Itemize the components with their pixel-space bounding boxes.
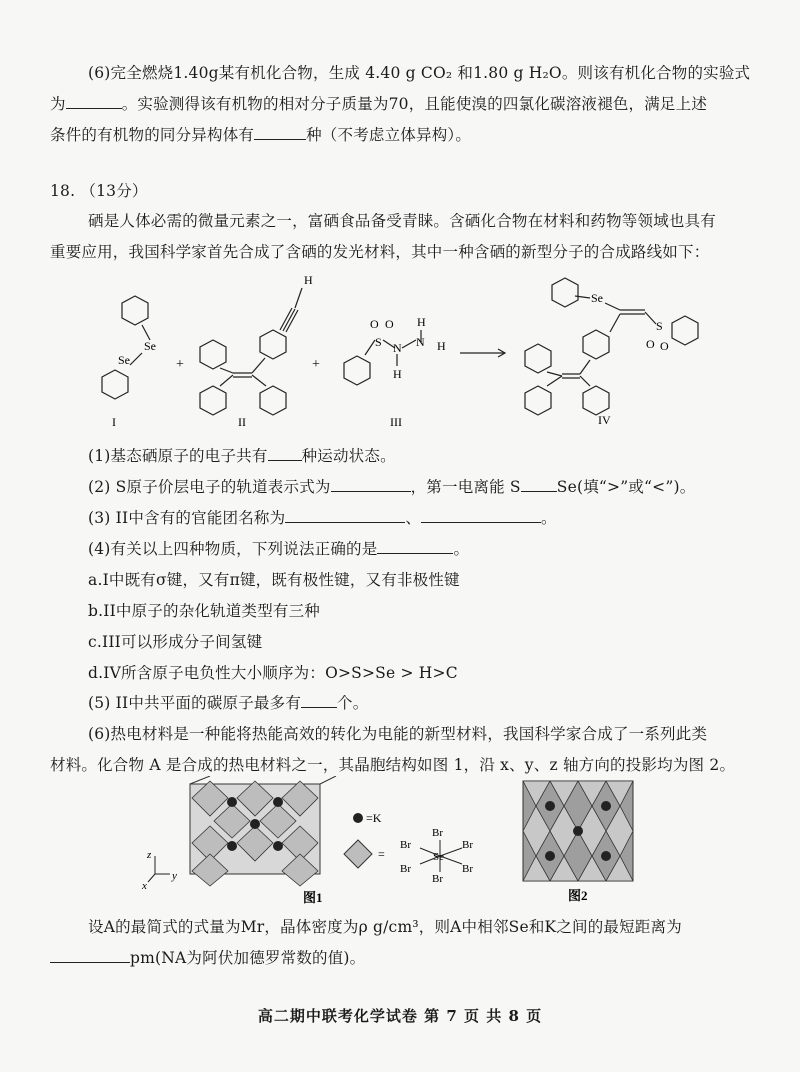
answer-blank[interactable] [301,693,337,708]
q17-6-line3 [50,124,471,146]
q18-4-option-c: c.III可以形成分子间氢键 [88,633,263,651]
h-label: H [304,273,313,287]
text: (2) S原子价层电子的轨道表示式为 [88,478,331,496]
text: 。 [453,540,470,558]
q18-4-option-a: a.I中既有σ键，又有π键，既有极性键，又有非极性键 [88,571,460,589]
se-label: Se [591,291,603,305]
octahedron-legend-icon [344,840,372,868]
benzene-ring [200,340,226,369]
n-label: N [393,341,402,355]
text: 。实验测得该有机物的相对分子质量为70，且能使溴的四氯化碳溶液褪色，满足上述 [121,95,708,113]
o-label: O [660,339,669,353]
text: Se(填“>”或“<”)。 [556,478,696,496]
answer-blank[interactable] [285,508,405,523]
benzene-ring [122,296,148,325]
h-label: H [437,339,446,353]
text: 。 [541,509,557,527]
answer-blank[interactable] [254,125,306,140]
br-label: Br [432,827,443,839]
q17-6-line2 [50,93,707,115]
plus-sign: + [176,357,184,372]
text: 、 [405,509,422,527]
benzene-ring [260,330,286,359]
q18-6-question: 设A的最简式的式量为Mr，晶体密度为ρ g/cm³，则A中相邻Se和K之间的最短距离为 [88,918,682,936]
text: (4)有关以上四种物质，下列说法正确的是 [88,540,378,558]
h-label: H [417,315,426,329]
answer-blank[interactable] [331,477,411,492]
q18-6-line2: 材料。化合物 A 是合成的热电材料之一，其晶胞结构如图 1，沿 x、y、z 轴方向的投影均为图 2。 [50,756,736,774]
q18-4-option-d: d.IV所含原子电负性大小顺序为：O>S>Se > H>C [88,664,458,682]
h-label: H [393,367,402,381]
text: (1)基态硒原子的电子共有 [88,447,268,465]
equals-sign: = [378,847,385,861]
axis-y-label: y [172,870,177,882]
benzene-ring [344,356,370,385]
benzene-ring [583,386,609,415]
q17-6-line1: (6)完全燃烧1.40g某有机化合物，生成 4.40 g CO₂ 和1.80 g H₂O。则该有机化合物的实验式 [88,64,751,82]
benzene-ring [200,386,226,415]
br-label: Br [462,863,473,875]
compound-label-iv: IV [598,413,611,427]
page-footer: 高二期中联考化学试卷 第 7 页 共 8 页 [257,1007,543,1025]
text: ，第一电离能 S [410,478,521,496]
s-label: S [656,319,663,333]
n-label: N [416,335,425,349]
q18-4-option-b: b.II中原子的杂化轨道类型有三种 [88,602,320,620]
answer-blank[interactable] [421,508,541,523]
o-label: O [370,317,379,331]
projection-figure-2 [523,781,633,881]
benzene-ring [102,370,128,399]
q18-6-answer-line [50,947,365,969]
benzene-ring [672,316,698,345]
se-label: Se [118,353,130,367]
benzene-ring [552,278,578,307]
crystal-cell-figure-1 [141,776,336,892]
answer-blank[interactable] [377,539,453,554]
text: (3) II中含有的官能团名称为 [88,509,286,527]
text: 条件的有机物的同分异构体有 [50,126,255,144]
answer-blank[interactable] [66,94,122,109]
compound-label-ii: II [238,415,246,429]
benzene-ring [260,386,286,415]
q18-intro-1: 硒是人体必需的微量元素之一，富硒食品备受青睐。含硒化合物在材料和药物等领域也具有 [88,212,717,230]
k-atom-legend-icon [353,813,363,823]
s-label: S [375,335,382,349]
q18-6-line1: (6)热电材料是一种能将热能高效的转化为电能的新型材料，我国科学家合成了一系列此类 [88,725,708,743]
o-label: O [646,337,655,351]
benzene-ring [525,386,551,415]
benzene-ring [583,330,609,359]
axis-x-label: x [142,880,147,892]
plus-sign: + [312,357,320,372]
se-label: Se [144,339,156,353]
text: 种运动状态。 [301,447,396,465]
answer-blank[interactable] [50,948,130,963]
compound-label-i: I [112,415,116,429]
se-center-label: Se [433,851,444,863]
q18-1 [88,445,396,467]
text: pm(NA为阿伏加德罗常数的值)。 [130,949,366,967]
text: 为 [50,95,66,113]
q18-header: 18. （13分） [50,182,148,200]
compound-label-iii: III [390,415,402,429]
br-label: Br [462,839,473,851]
br-label: Br [400,863,411,875]
answer-blank[interactable] [268,446,302,461]
crystal-figures [140,776,700,906]
q18-intro-2: 重要应用，我国科学家首先合成了含硒的发光材料，其中一种含硒的新型分子的合成路线如下： [50,243,710,261]
text: (5) II中共平面的碳原子最多有 [88,694,302,712]
q18-3 [88,507,557,529]
q18-5 [88,692,368,714]
answer-blank[interactable] [521,477,557,492]
axis-z-label: z [147,849,152,861]
text: 个。 [337,694,369,712]
reaction-scheme [80,268,720,433]
benzene-ring [525,344,551,373]
o-label: O [385,317,394,331]
text: 种（不考虑立体异构）。 [306,126,472,144]
k-legend-label: =K [366,811,382,825]
q18-4 [88,538,469,560]
figure-1-caption: 图1 [303,890,323,905]
br-label: Br [432,873,443,885]
br-label: Br [400,839,411,851]
q18-2 [88,476,695,498]
figure-2-caption: 图2 [568,888,588,903]
